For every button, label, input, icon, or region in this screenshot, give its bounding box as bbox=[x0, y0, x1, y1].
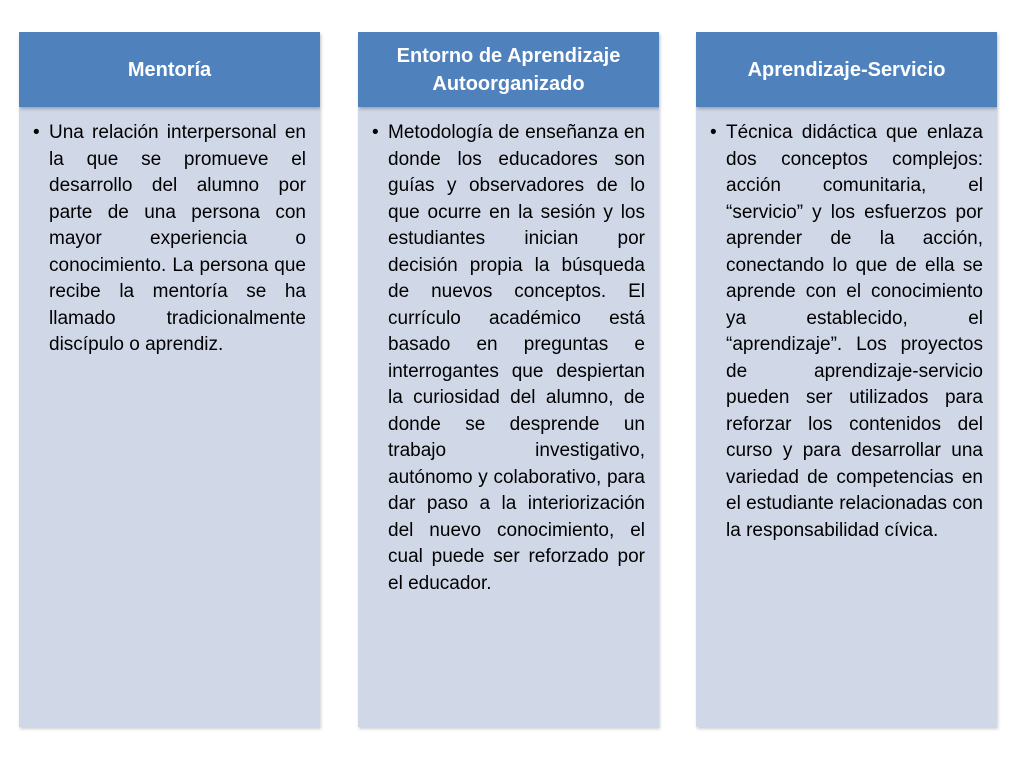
bullet-marker: • bbox=[710, 122, 717, 143]
bullet-item bbox=[710, 120, 983, 544]
column-aprendizaje-servicio bbox=[696, 32, 997, 727]
column-header: Aprendizaje-Servicio bbox=[696, 32, 997, 107]
bullet-item bbox=[372, 120, 645, 597]
column-body bbox=[19, 107, 320, 727]
bullet-text: Una relación interpersonal en la que se promueve el desarrollo del alumno por parte de una persona con mayor experiencia o conocimiento. La persona que recibe la mentoría se ha llamado tradicionalmente discípulo o aprendiz. bbox=[49, 122, 306, 355]
column-entorno-aprendizaje bbox=[358, 32, 659, 727]
bullet-marker: • bbox=[33, 122, 40, 143]
column-header: Entorno de Aprendizaje Autoorganizado bbox=[358, 32, 659, 107]
bullet-text: Técnica didáctica que enlaza dos conceptos complejos: acción comunitaria, el “servicio” y los esfuerzos por aprender de la acción, conectando lo que de ella se aprende con el conocimiento ya establecido, el “aprendizaje”. Los proyectos de aprendizaje-servicio pueden ser utilizados para reforzar los contenidos del curso y para desarrollar una variedad de competencias en el estudiante relacionadas con la responsabilidad cívica. bbox=[726, 122, 983, 541]
bullet-text: Metodología de enseñanza en donde los educadores son guías y observadores de lo que ocurre en la sesión y los estudiantes inician por decisión propia la búsqueda de nuevos conceptos. El currículo académico está basado en preguntas e interrogantes que despiertan la curiosidad del alumno, de donde se desprende un trabajo investigativo, autónomo y colaborativo, para dar paso a la interiorización del nuevo conocimiento, el cual puede ser reforzado por el educador. bbox=[388, 122, 645, 594]
column-mentoria bbox=[19, 32, 320, 727]
column-header: Mentoría bbox=[19, 32, 320, 107]
column-body bbox=[696, 107, 997, 727]
column-body bbox=[358, 107, 659, 727]
bullet-item bbox=[33, 120, 306, 359]
bullet-marker: • bbox=[372, 122, 379, 143]
